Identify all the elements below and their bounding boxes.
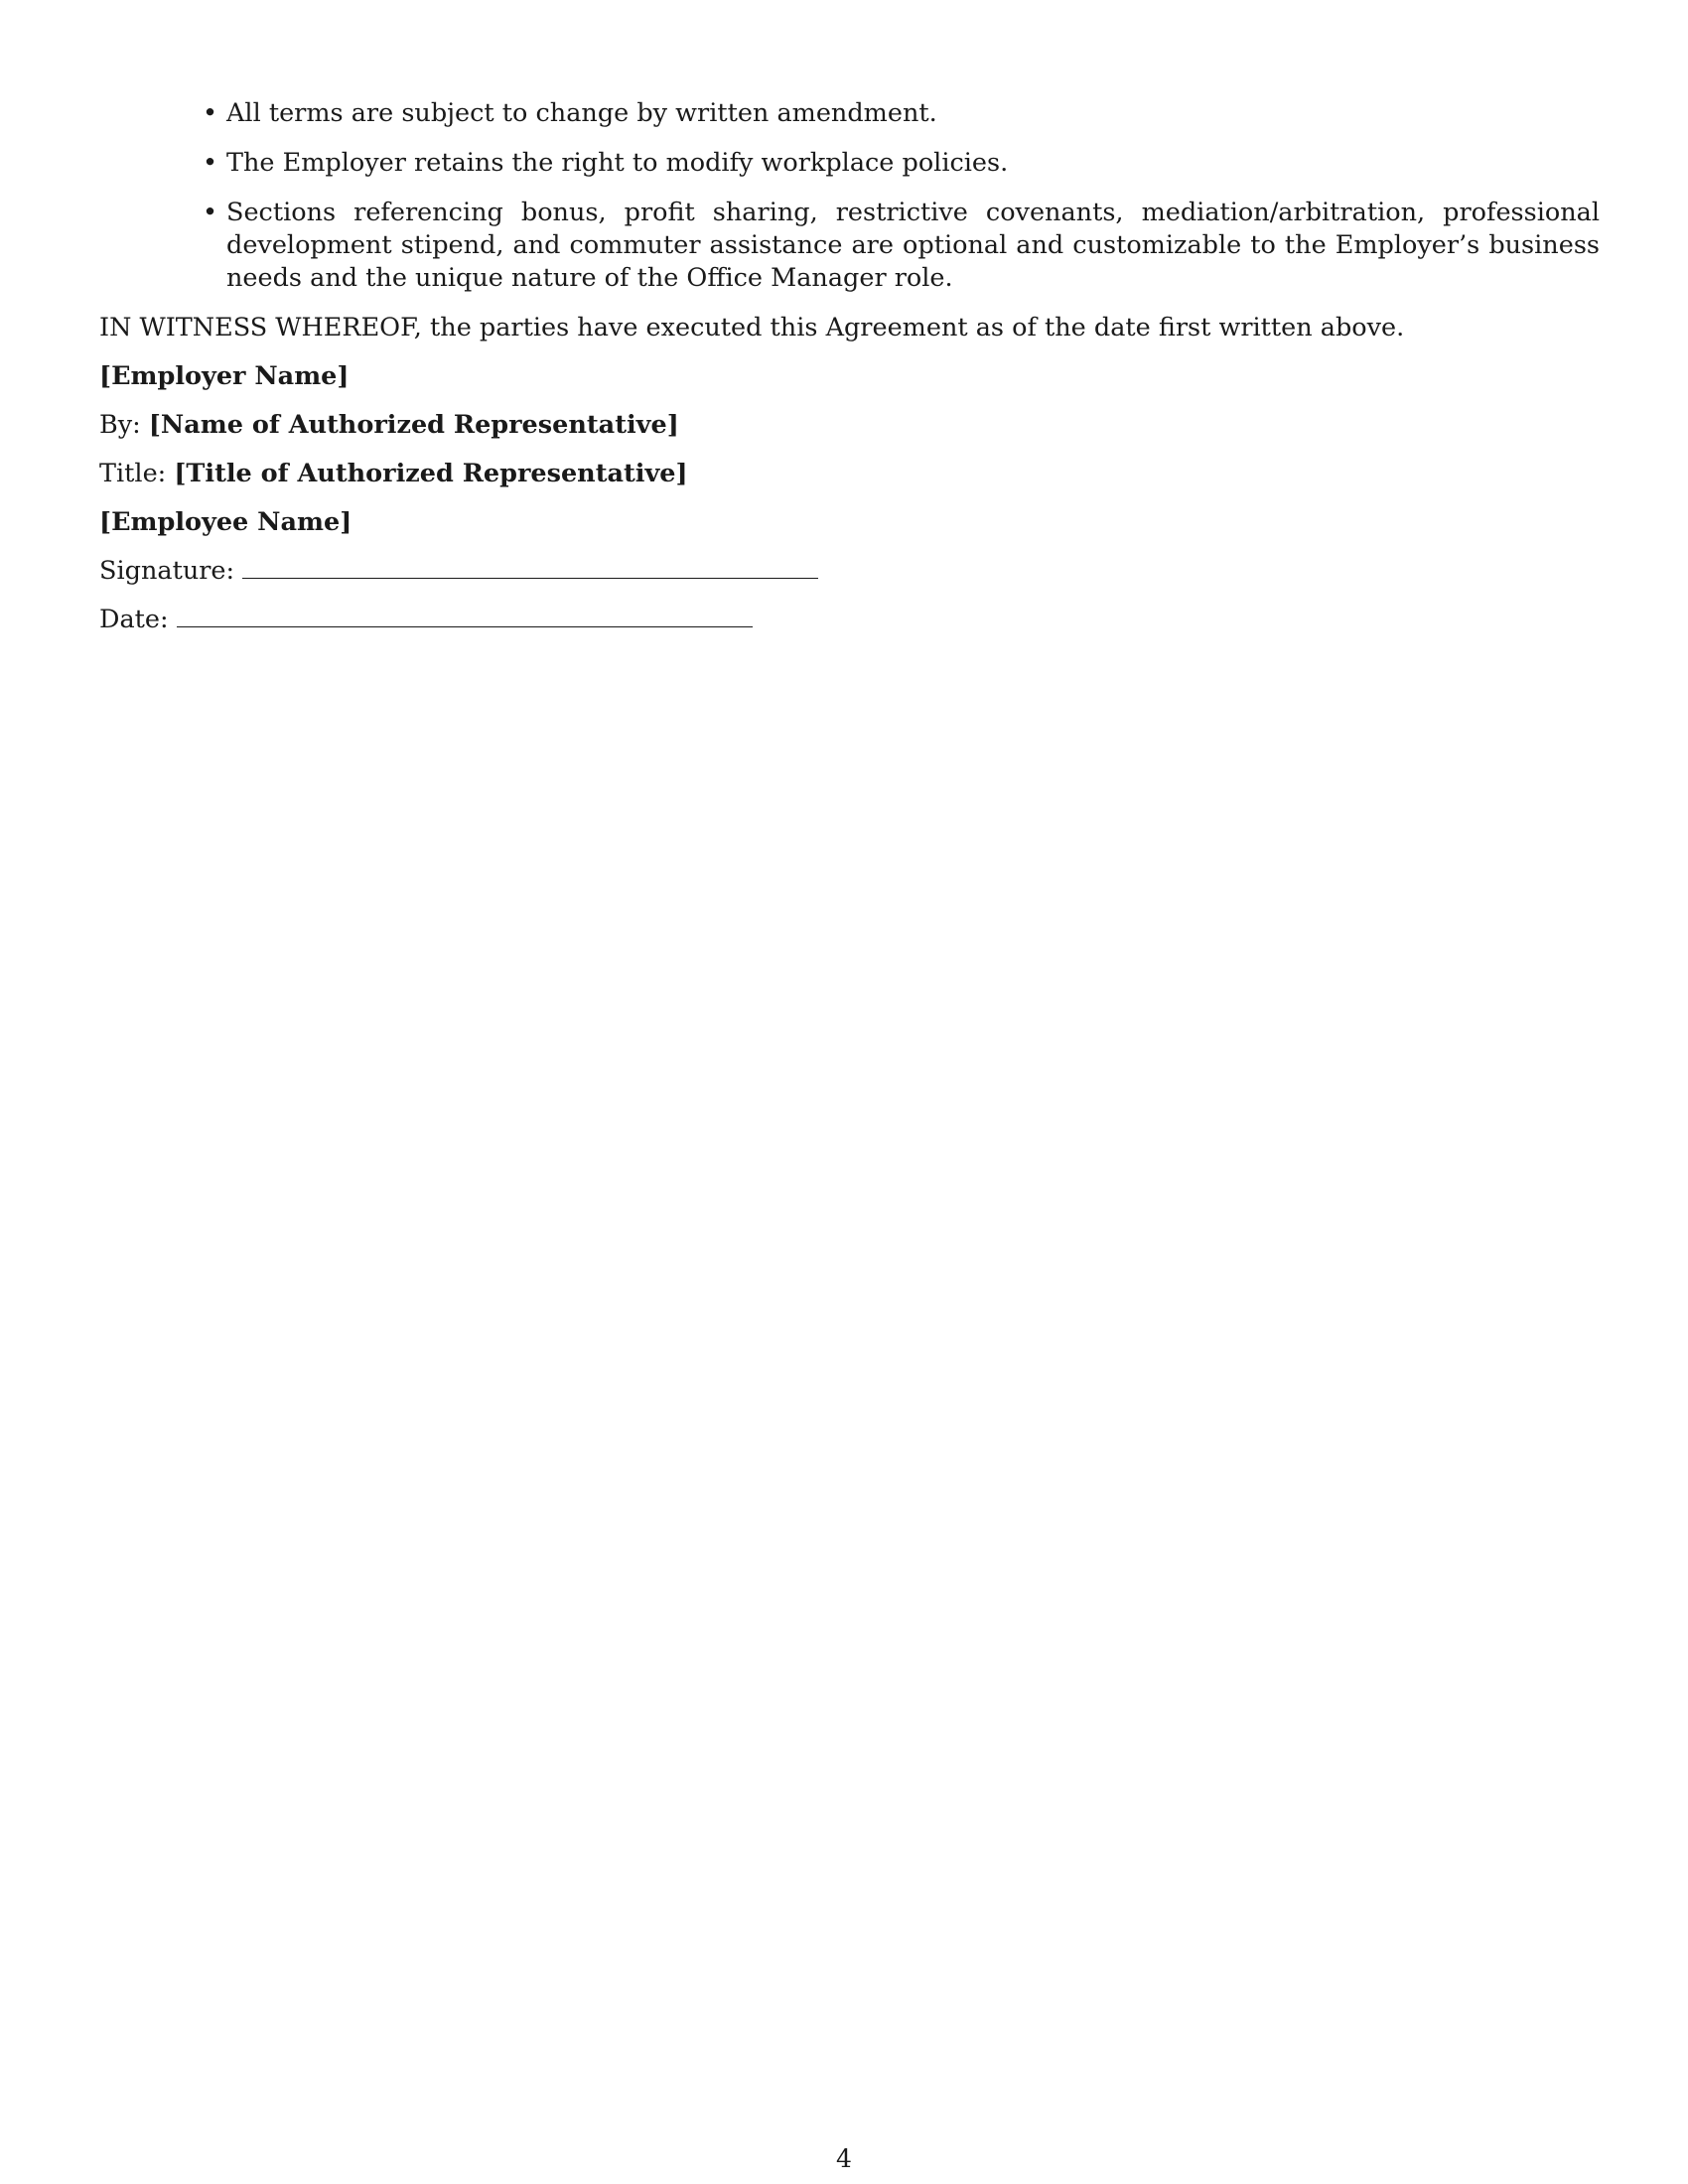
- page-number: 4: [836, 2144, 852, 2173]
- authorized-representative-title: [Title of Authorized Representative]: [174, 459, 688, 488]
- bullet-item: [203, 197, 1600, 295]
- title-line: [99, 458, 1589, 490]
- document-body: [99, 97, 1600, 652]
- date-label: Date:: [99, 605, 169, 634]
- date-blank[interactable]: [177, 605, 753, 627]
- authorized-representative-name: [Name of Authorized Representative]: [148, 410, 679, 440]
- by-label: By:: [99, 410, 141, 440]
- signature-blank[interactable]: [242, 556, 818, 579]
- bullet-dot-icon: •: [203, 98, 218, 128]
- employee-name: [Employee Name]: [99, 507, 352, 537]
- signature-label: Signature:: [99, 556, 235, 586]
- signature-line: [99, 555, 1589, 588]
- witness-clause: IN WITNESS WHEREOF, the parties have executed this Agreement as of the date first written above.: [99, 313, 1405, 342]
- bullet-dot-icon: •: [203, 148, 218, 178]
- title-label: Title:: [99, 459, 167, 488]
- bullet-text: Sections referencing bonus, profit sharing, restrictive covenants, mediation/arbitration, professional development stipend, and commuter assistance are optional and customizable to the Employer’s business needs and the unique nature of the Office Manager role.: [226, 198, 1600, 293]
- bullet-item: [203, 147, 1589, 180]
- bullet-text: All terms are subject to change by written amendment.: [226, 98, 937, 128]
- by-line: [99, 409, 1589, 442]
- date-line: [99, 604, 1589, 636]
- bullet-dot-icon: •: [203, 198, 218, 227]
- bullet-text: The Employer retains the right to modify workplace policies.: [226, 148, 1009, 178]
- terms-bullet-list: [99, 97, 1600, 295]
- employer-name: [Employer Name]: [99, 361, 350, 391]
- bullet-item: [203, 97, 1589, 130]
